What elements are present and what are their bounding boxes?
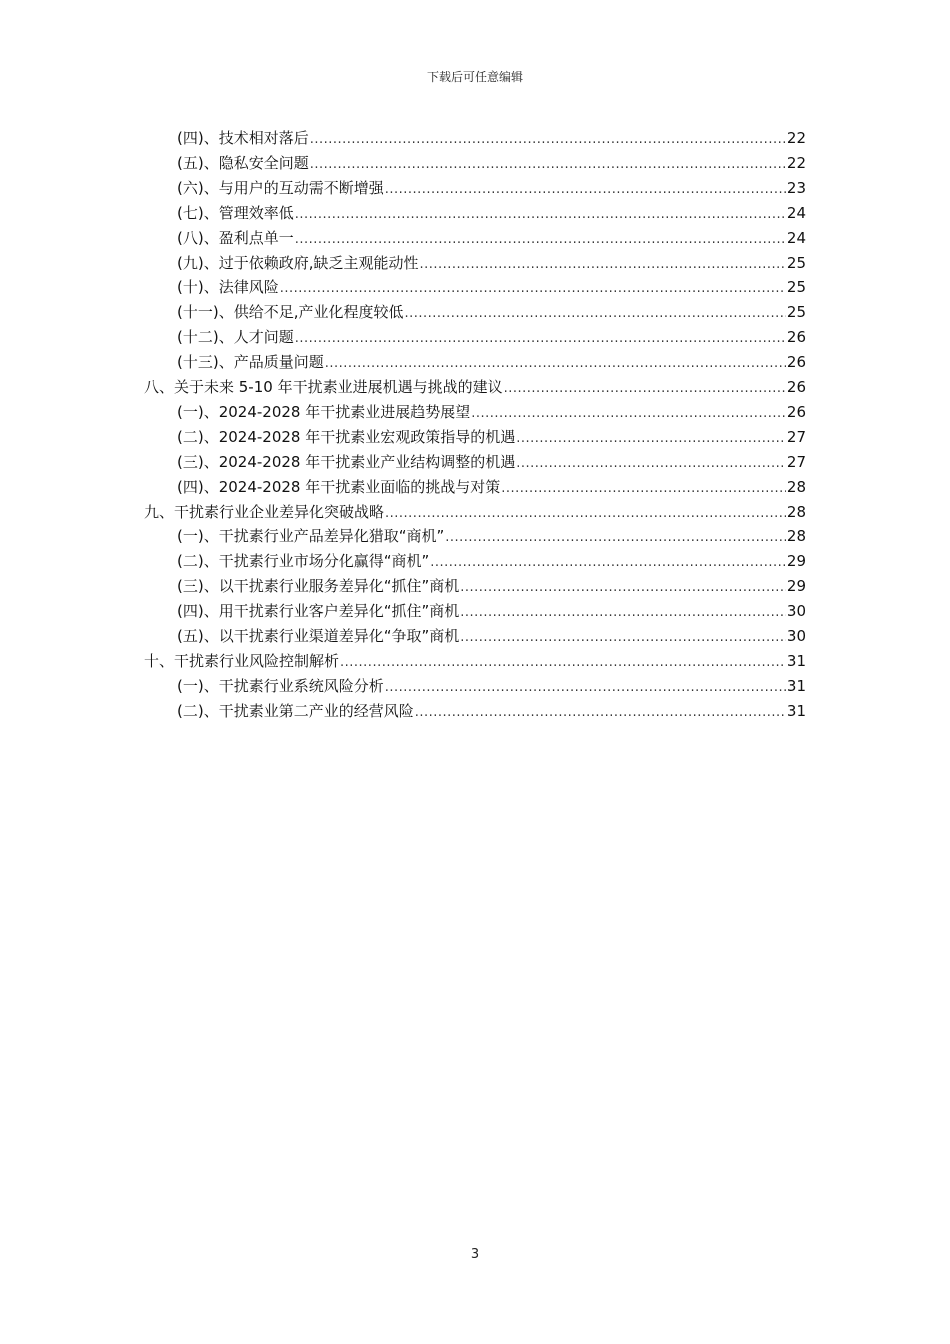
toc-entry-page: 28 xyxy=(786,477,806,496)
toc-entry[interactable] xyxy=(177,624,806,649)
toc-entry-page: 22 xyxy=(786,129,806,147)
toc-entry[interactable] xyxy=(177,350,806,375)
toc-leader-dots xyxy=(404,301,785,326)
toc-entry-page: 25 xyxy=(786,303,806,322)
page-number: 3 xyxy=(470,1247,480,1262)
toc-leader-dots xyxy=(295,202,786,227)
toc-leader-dots xyxy=(504,376,786,401)
toc-entry[interactable] xyxy=(177,400,806,425)
toc-entry-title: (三)、2024-2028 年干扰素业产业结构调整的机遇 xyxy=(177,452,516,471)
toc-entry-page: 30 xyxy=(786,602,806,621)
toc-entry-title: (四)、用干扰素行业客户差异化“抓住”商机 xyxy=(177,602,460,621)
toc-entry-page: 26 xyxy=(786,402,806,421)
toc-entry-title: (四)、2024-2028 年干扰素业面临的挑战与对策 xyxy=(177,477,501,496)
toc-entry-page: 22 xyxy=(786,153,806,172)
toc-entry[interactable] xyxy=(144,375,806,400)
toc-entry-page: 30 xyxy=(786,627,806,645)
toc-entry-page: 25 xyxy=(786,278,806,297)
toc-entry[interactable] xyxy=(177,176,806,201)
toc-leader-dots xyxy=(445,525,786,550)
toc-entry[interactable] xyxy=(177,549,806,574)
toc-entry-title: (二)、干扰素业第二产业的经营风险 xyxy=(177,701,414,720)
toc-leader-dots xyxy=(325,351,786,376)
toc-entry-page: 28 xyxy=(786,527,806,546)
toc-entry[interactable] xyxy=(177,524,806,549)
toc-entry-title: 九、干扰素行业企业差异化突破战略 xyxy=(144,502,385,521)
toc-entry[interactable] xyxy=(177,251,806,276)
toc-leader-dots xyxy=(310,152,786,177)
toc-entry-page: 24 xyxy=(786,203,806,222)
toc-entry-title: (五)、以干扰素行业渠道差异化“争取”商机 xyxy=(177,627,460,645)
toc-entry-title: (一)、干扰素行业产品差异化猎取“商机” xyxy=(177,527,445,546)
toc-entry[interactable] xyxy=(177,599,806,624)
toc-leader-dots xyxy=(471,401,786,426)
toc-leader-dots xyxy=(385,675,786,700)
toc-leader-dots xyxy=(310,127,786,152)
toc-entry-title: (十)、法律风险 xyxy=(177,278,279,297)
toc-entry-title: (四)、技术相对落后 xyxy=(177,129,309,147)
toc-entry[interactable] xyxy=(177,325,806,350)
toc-leader-dots xyxy=(385,177,786,202)
toc-entry[interactable] xyxy=(177,475,806,500)
toc-leader-dots xyxy=(460,600,786,625)
toc-entry[interactable] xyxy=(177,699,806,724)
toc-entry-page: 29 xyxy=(786,552,806,571)
toc-entry-title: (十二)、人才问题 xyxy=(177,328,294,347)
toc-entry-page: 31 xyxy=(786,701,806,720)
toc-entry[interactable] xyxy=(177,450,806,475)
toc-entry-title: (一)、2024-2028 年干扰素业进展趋势展望 xyxy=(177,402,471,421)
toc-entry-page: 23 xyxy=(786,178,806,197)
toc-leader-dots xyxy=(501,476,786,501)
toc-entry-page: 28 xyxy=(786,502,806,521)
toc-entry-title: (十三)、产品质量问题 xyxy=(177,353,324,372)
toc-entry-title: (三)、以干扰素行业服务差异化“抓住”商机 xyxy=(177,577,460,596)
toc-leader-dots xyxy=(516,451,786,476)
toc-entry-title: (八)、盈利点单一 xyxy=(177,228,294,247)
toc-entry-page: 29 xyxy=(786,577,806,596)
toc-leader-dots xyxy=(280,276,786,301)
toc-entry-page: 25 xyxy=(786,253,806,272)
toc-leader-dots xyxy=(385,501,786,526)
toc-entry[interactable] xyxy=(144,649,806,674)
toc-entry[interactable] xyxy=(177,674,806,699)
toc-entry[interactable] xyxy=(177,126,806,151)
toc-entry-page: 27 xyxy=(786,427,806,446)
toc-entry-page: 26 xyxy=(786,353,806,372)
toc-entry[interactable] xyxy=(177,300,806,325)
toc-entry-page: 27 xyxy=(786,452,806,471)
toc-leader-dots xyxy=(415,700,786,725)
toc-entry-page: 26 xyxy=(786,378,806,396)
toc-leader-dots xyxy=(295,326,786,351)
toc-leader-dots xyxy=(516,426,786,451)
toc-entry[interactable] xyxy=(177,275,806,300)
toc-entry[interactable] xyxy=(177,226,806,251)
toc-entry-title: (二)、2024-2028 年干扰素业宏观政策指导的机遇 xyxy=(177,427,516,446)
toc-entry[interactable] xyxy=(177,425,806,450)
toc-entry-title: (五)、隐私安全问题 xyxy=(177,153,309,172)
toc-entry-page: 24 xyxy=(786,228,806,247)
toc-leader-dots xyxy=(460,625,786,650)
toc-entry-title: 十、干扰素行业风险控制解析 xyxy=(144,651,340,670)
toc-entry-page: 26 xyxy=(786,328,806,347)
toc-entry-title: (九)、过于依赖政府,缺乏主观能动性 xyxy=(177,253,419,272)
toc-entry-title: (一)、干扰素行业系统风险分析 xyxy=(177,676,384,695)
toc-leader-dots xyxy=(430,550,786,575)
toc-leader-dots xyxy=(460,575,786,600)
toc-entry[interactable] xyxy=(144,500,806,525)
toc-entry[interactable] xyxy=(177,201,806,226)
toc-entry-title: (六)、与用户的互动需不断增强 xyxy=(177,178,384,197)
page-header: 下载后可任意编辑 xyxy=(426,70,523,84)
toc-leader-dots xyxy=(419,252,785,277)
toc-leader-dots xyxy=(340,650,786,675)
toc-entry[interactable] xyxy=(177,151,806,176)
toc-entry-title: 八、关于未来 5-10 年干扰素业进展机遇与挑战的建议 xyxy=(144,378,503,396)
toc-entry-page: 31 xyxy=(786,676,806,695)
toc-entry-title: (十一)、供给不足,产业化程度较低 xyxy=(177,303,404,322)
toc-entry-title: (二)、干扰素行业市场分化赢得“商机” xyxy=(177,552,430,571)
toc-entry-page: 31 xyxy=(786,651,806,670)
toc-entry[interactable] xyxy=(177,574,806,599)
toc-entry-title: (七)、管理效率低 xyxy=(177,203,294,222)
toc-leader-dots xyxy=(295,227,786,252)
